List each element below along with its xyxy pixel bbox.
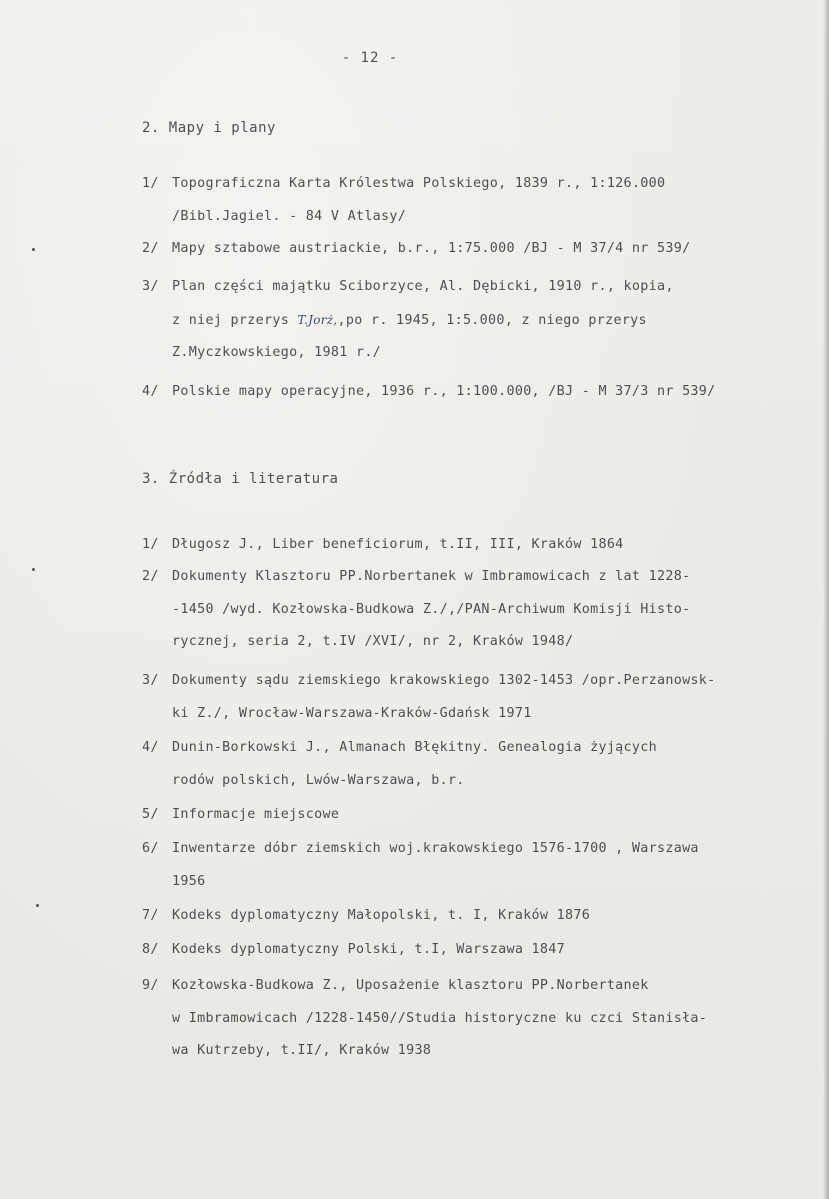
item-text: Polskie mapy operacyjne, 1936 r., 1:100.000, /BJ - M 37/3 nr 539/ [172, 384, 716, 399]
item-text: z niej przerys [172, 312, 298, 328]
item-text: Plan części majątku Sciborzyce, Al. Dębicki, 1910 r., kopia, [172, 279, 674, 294]
item-text: Kodeks dyplomatyczny Małopolski, t. I, Kraków 1876 [172, 908, 591, 923]
item-text: Kozłowska-Budkowa Z., Uposażenie klasztoru PP.Norbertanek [172, 978, 649, 993]
item-text: -1450 /wyd. Kozłowska-Budkowa Z./,/PAN-Archiwum Komisji Histo- [172, 601, 691, 617]
item-number: 3/ [142, 279, 159, 294]
item-number: 9/ [142, 978, 159, 993]
section-heading-maps: 2. Mapy i plany [142, 120, 276, 136]
item-text: Mapy sztabowe austriackie, b.r., 1:75.000 /BJ - M 37/4 nr 539/ [172, 241, 691, 256]
list-item [142, 529, 822, 562]
item-text: Z.Myczkowskiego, 1981 r./ [172, 345, 382, 360]
item-text: wa Kutrzeby, t.II/, Kraków 1938 [172, 1043, 432, 1058]
margin-speck [32, 248, 35, 251]
list-item [142, 799, 822, 832]
item-number: 1/ [142, 176, 159, 191]
item-text: rycznej, seria 2, t.IV /XVI/, nr 2, Kraków 1948/ [172, 634, 574, 649]
section-heading-sources: 3. Źródła i literatura [142, 471, 339, 487]
list-item [142, 168, 822, 233]
margin-speck [32, 568, 35, 571]
item-number: 6/ [142, 841, 159, 856]
item-text: 1956 [172, 873, 206, 889]
item-text: Topograficzna Karta Królestwa Polskiego, 1839 r., 1:126.000 [172, 176, 666, 191]
list-item [142, 271, 822, 370]
list-item [142, 665, 822, 730]
list-item [142, 970, 822, 1068]
list-item [142, 376, 822, 409]
item-number: 8/ [142, 942, 159, 957]
item-text: ki Z./, Wrocław-Warszawa-Kraków-Gdańsk 1971 [172, 705, 532, 721]
list-item [142, 900, 822, 933]
item-number: 5/ [142, 807, 159, 822]
item-number: 4/ [142, 740, 159, 755]
list-item [142, 561, 822, 659]
list-item [142, 233, 822, 266]
item-text: ,po r. 1945, 1:5.000, z niego przerys [337, 312, 647, 328]
handwritten-insertion: T.Jorż, [297, 312, 338, 327]
item-text: Długosz J., Liber beneficiorum, t.II, III, Kraków 1864 [172, 537, 624, 552]
list-item [142, 732, 822, 797]
item-text: Inwentarze dóbr ziemskich woj.krakowskiego 1576-1700 , Warszawa [172, 841, 699, 856]
page-number: - 12 - [341, 50, 399, 66]
list-item [142, 833, 822, 898]
item-number: 4/ [142, 384, 159, 399]
item-text: w Imbramowicach /1228-1450//Studia historyczne ku czci Stanisła- [172, 1010, 708, 1026]
item-number: 3/ [142, 673, 159, 688]
item-text: rodów polskich, Lwów-Warszawa, b.r. [172, 772, 465, 788]
item-number: 2/ [142, 241, 159, 256]
item-number: 1/ [142, 537, 159, 552]
item-text: Dokumenty sądu ziemskiego krakowskiego 1302-1453 /opr.Perzanowsk- [172, 673, 716, 688]
item-number: 7/ [142, 908, 159, 923]
item-text: /Bibl.Jagiel. - 84 V Atlasy/ [172, 208, 407, 224]
list-item [142, 934, 822, 967]
item-number: 2/ [142, 569, 159, 584]
item-text: Kodeks dyplomatyczny Polski, t.I, Warszawa 1847 [172, 942, 566, 957]
item-text: Dunin-Borkowski J., Almanach Błękitny. Genealogia żyjących [172, 740, 657, 755]
item-text: Dokumenty Klasztoru PP.Norbertanek w Imbramowicach z lat 1228- [172, 569, 691, 584]
margin-speck [36, 904, 39, 907]
page-edge-shadow [823, 0, 829, 1199]
item-text: Informacje miejscowe [172, 807, 340, 822]
